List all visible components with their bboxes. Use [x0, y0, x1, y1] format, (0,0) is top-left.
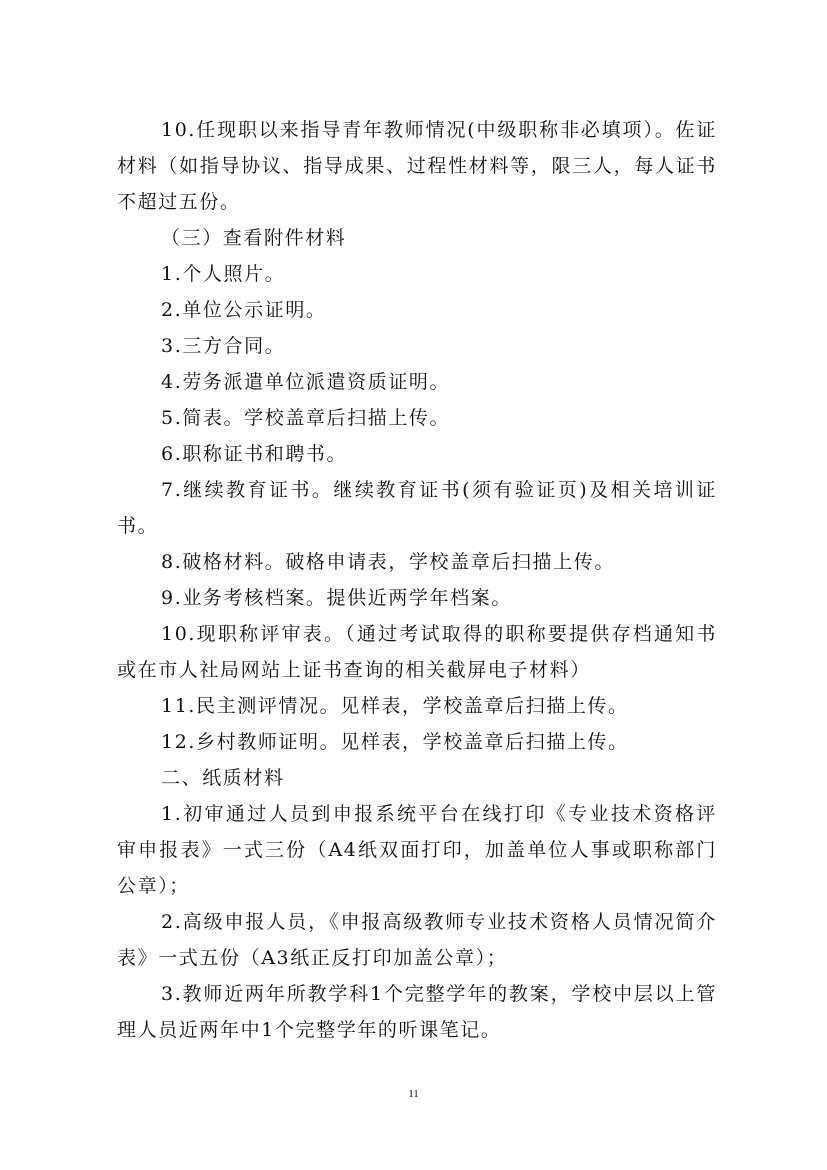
- list-item-senior-summary: 2.高级申报人员，《申报高级教师专业技术资格人员情况简介表》一式五份（A3纸正反打印加盖公章）；: [117, 911, 717, 969]
- list-item-title-certificate: 6.职称证书和聘书。: [161, 443, 348, 465]
- list-item-rural-teacher: 12.乡村教师证明。见样表，学校盖章后扫描上传。: [161, 731, 629, 753]
- page-number: 11: [408, 1088, 419, 1100]
- list-item-print-application: 1.初审通过人员到申报系统平台在线打印《专业技术资格评审申报表》一式三份（A4纸双面打印，加盖单位人事或职称部门公章）；: [117, 803, 717, 897]
- section-heading-paper-materials: 二、纸质材料: [161, 767, 285, 789]
- list-item-personal-photo: 1.个人照片。: [161, 263, 286, 285]
- list-item-democratic-evaluation: 11.民主测评情况。见样表，学校盖章后扫描上传。: [161, 695, 629, 717]
- list-item-tripartite-contract: 3.三方合同。: [161, 335, 286, 357]
- list-item-lesson-plans: 3.教师近两年所教学科1个完整学年的教案，学校中层以上管理人员近两年中1个完整学年的听课笔记。: [117, 983, 717, 1041]
- section-heading-attachments: （三）查看附件材料: [161, 227, 347, 249]
- list-item-labor-dispatch: 4.劳务派遣单位派遣资质证明。: [161, 371, 451, 393]
- list-item-exceptional-material: 8.破格材料。破格申请表，学校盖章后扫描上传。: [161, 551, 615, 573]
- document-body: [117, 112, 717, 1048]
- list-item-continuing-education: 7.继续教育证书。继续教育证书(须有验证页)及相关培训证书。: [117, 479, 717, 537]
- paragraph-guide-young-teachers: 10.任现职以来指导青年教师情况(中级职称非必填项）。佐证材料（如指导协议、指导成果、过程性材料等，限三人，每人证书不超过五份。: [117, 119, 717, 213]
- list-item-public-notice: 2.单位公示证明。: [161, 299, 327, 321]
- list-item-performance-archive: 9.业务考核档案。提供近两学年档案。: [161, 587, 512, 609]
- list-item-brief-form: 5.简表。学校盖章后扫描上传。: [161, 407, 451, 429]
- list-item-title-review-form: 10.现职称评审表。（通过考试取得的职称要提供存档通知书或在市人社局网站上证书查询的相关截屏电子材料）: [117, 623, 717, 681]
